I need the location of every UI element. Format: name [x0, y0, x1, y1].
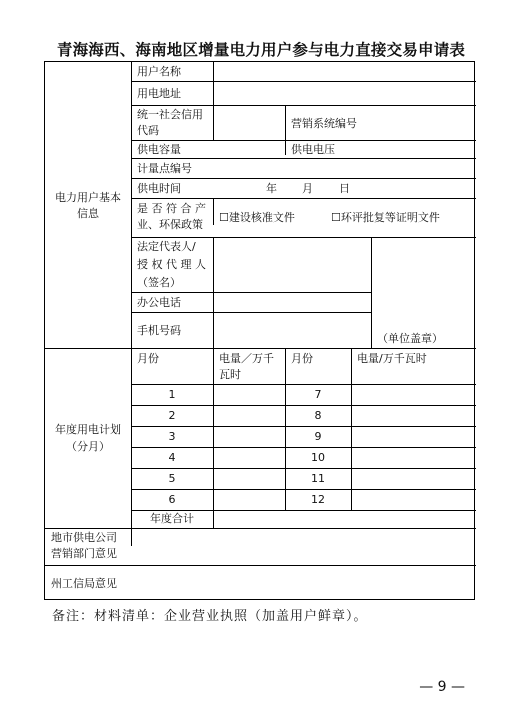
divider-col-3	[285, 105, 286, 155]
label-capacity: 供电容量	[137, 143, 181, 156]
month-cell: 2	[168, 409, 176, 422]
date-month: 月	[302, 182, 313, 195]
divider-seal	[371, 237, 372, 348]
section-line	[45, 565, 476, 566]
label-marketing-no: 营销系统编号	[291, 117, 357, 130]
row-line	[131, 198, 476, 199]
row-line	[131, 81, 476, 82]
basic-info-label-2: 信息	[77, 207, 99, 220]
header-power-left-2: 瓦时	[219, 368, 241, 381]
row-line	[131, 237, 476, 238]
label-user-name: 用户名称	[137, 65, 181, 78]
label-office-phone: 办公电话	[137, 296, 181, 309]
month-cell: 1	[168, 388, 176, 401]
row-line	[131, 384, 476, 385]
row-line	[131, 140, 476, 141]
row-line	[131, 292, 371, 293]
label-policy-1: 是 否 符 合 产	[137, 202, 206, 215]
checkbox-approval-document[interactable]: ☐建设核准文件	[219, 211, 295, 224]
label-unit-seal: （单位盖章）	[377, 332, 443, 345]
month-cell: 5	[168, 472, 176, 485]
label-legal-rep-3: （签名）	[137, 276, 181, 289]
month-cell: 11	[311, 472, 325, 485]
section-line	[45, 528, 476, 529]
application-form	[44, 61, 475, 600]
divider-col-2-policy	[213, 198, 214, 225]
plan-label-1: 年度用电计划	[55, 423, 121, 436]
label-city-opinion-2: 营销部门意见	[51, 547, 117, 560]
row-line	[131, 178, 476, 179]
row-line	[131, 405, 476, 406]
label-credit-code-1: 统一社会信用	[137, 108, 203, 121]
label-policy-2: 业、环保政策	[137, 218, 203, 231]
footnote: 备注：材料清单：企业营业执照（加盖用户鲜章）。	[52, 609, 368, 624]
section-line	[45, 348, 476, 349]
row-line	[131, 158, 476, 159]
page-number-wrap	[0, 679, 522, 695]
row-line	[131, 447, 476, 448]
header-month-right: 月份	[291, 352, 313, 365]
month-cell: 8	[314, 409, 322, 422]
label-annual-total: 年度合计	[150, 512, 194, 525]
basic-info-label-1: 电力用户基本	[55, 191, 121, 204]
month-cell: 6	[168, 493, 176, 506]
label-city-opinion-1: 地市供电公司	[51, 531, 117, 544]
row-line	[131, 489, 476, 490]
row-line	[131, 312, 371, 313]
header-month-left: 月份	[137, 352, 159, 365]
row-line	[131, 468, 476, 469]
month-cell: 7	[314, 388, 322, 401]
month-cell: 4	[168, 451, 176, 464]
divider-col-2-top	[213, 62, 214, 140]
month-cell: 10	[311, 451, 325, 464]
row-line	[131, 426, 476, 427]
label-credit-code-2: 代码	[137, 124, 159, 137]
month-cell: 3	[168, 430, 176, 443]
label-voltage: 供电电压	[291, 143, 335, 156]
month-cell: 9	[314, 430, 322, 443]
checkbox-eia-approval[interactable]: ☐环评批复等证明文件	[331, 211, 440, 224]
header-power-left-1: 电量／万千	[219, 352, 274, 365]
label-legal-rep-2: 授 权 代 理 人	[137, 258, 206, 271]
divider-plan-c	[351, 348, 352, 510]
label-mobile: 手机号码	[137, 324, 181, 337]
label-legal-rep-1: 法定代表人/	[137, 240, 196, 253]
page-number: — 9 —	[419, 679, 465, 695]
divider-plan-a	[213, 348, 214, 528]
label-address: 用电地址	[137, 87, 181, 100]
row-line	[131, 105, 476, 106]
header-power-right: 电量/万千瓦时	[357, 352, 427, 365]
date-year: 年	[266, 182, 277, 195]
label-supply-time: 供电时间	[137, 182, 181, 195]
label-meter-no: 计量点编号	[137, 162, 192, 175]
form-title: 青海海西、海南地区增量电力用户参与电力直接交易申请表	[56, 40, 466, 59]
date-day: 日	[339, 182, 350, 195]
label-state-opinion: 州工信局意见	[51, 577, 117, 590]
month-cell: 12	[311, 493, 325, 506]
plan-label-2: （分月）	[66, 440, 110, 453]
